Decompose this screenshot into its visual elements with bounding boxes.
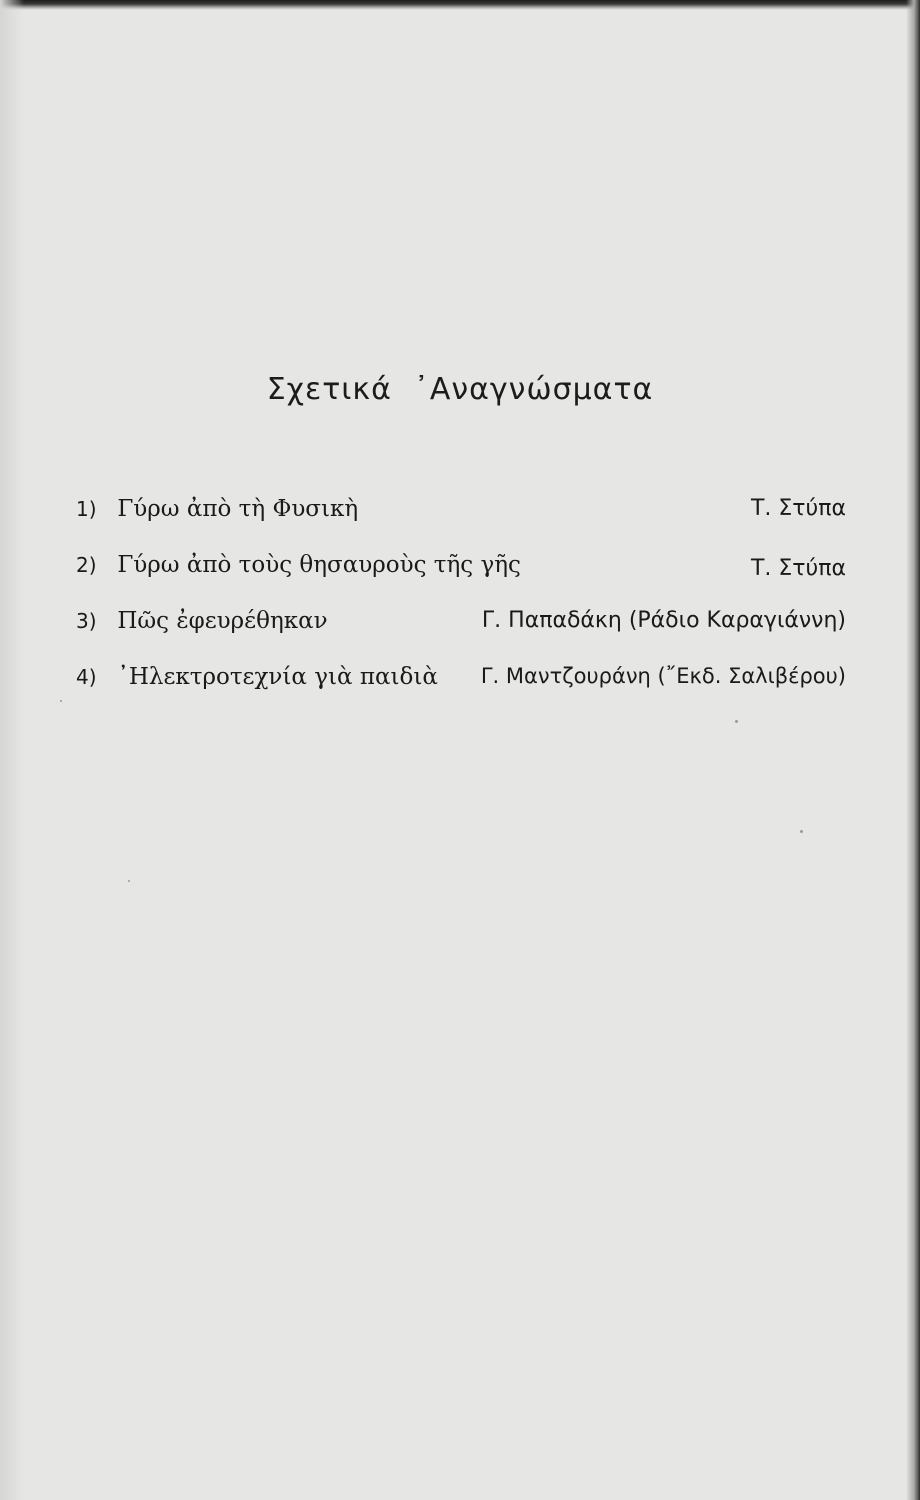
item-author: Τ. Στύπα — [750, 496, 846, 521]
item-author: Τ. Στύπα — [750, 556, 846, 581]
paper-speck — [128, 880, 130, 882]
item-author: Γ. Μαντζουράνη (῎Εκδ. Σαλιβέρου) — [480, 664, 846, 688]
item-number: 1) — [76, 497, 97, 521]
list-item — [76, 664, 846, 720]
paper-speck — [735, 720, 738, 723]
paper-speck — [60, 700, 62, 702]
page-left-shade — [0, 0, 24, 1500]
list-item — [76, 496, 846, 552]
reading-list — [76, 496, 846, 720]
item-title: Γύρω ἀπὸ τοὺς θησαυροὺς τῆς γῆς — [117, 552, 521, 578]
item-title: Γύρω ἀπὸ τὴ Φυσικὴ — [117, 496, 359, 522]
item-author: Γ. Παπαδάκη (Ράδιο Καραγιάννη) — [481, 608, 846, 633]
item-number: 3) — [76, 609, 97, 633]
page-right-edge — [906, 0, 920, 1500]
item-title: Πῶς ἐφευρέθηκαν — [117, 608, 328, 634]
section-heading — [0, 372, 920, 407]
item-number: 2) — [76, 553, 97, 577]
list-item — [76, 552, 846, 608]
heading-word-1: Σχετικά — [266, 372, 392, 407]
list-item — [76, 608, 846, 664]
item-number: 4) — [76, 665, 97, 689]
page-top-edge — [0, 0, 920, 10]
paper-speck — [800, 830, 803, 833]
item-title: ᾿Ηλεκτροτεχνία γιὰ παιδιὰ — [117, 664, 438, 690]
heading-word-2: ᾿Αναγνώσματα — [413, 372, 654, 407]
